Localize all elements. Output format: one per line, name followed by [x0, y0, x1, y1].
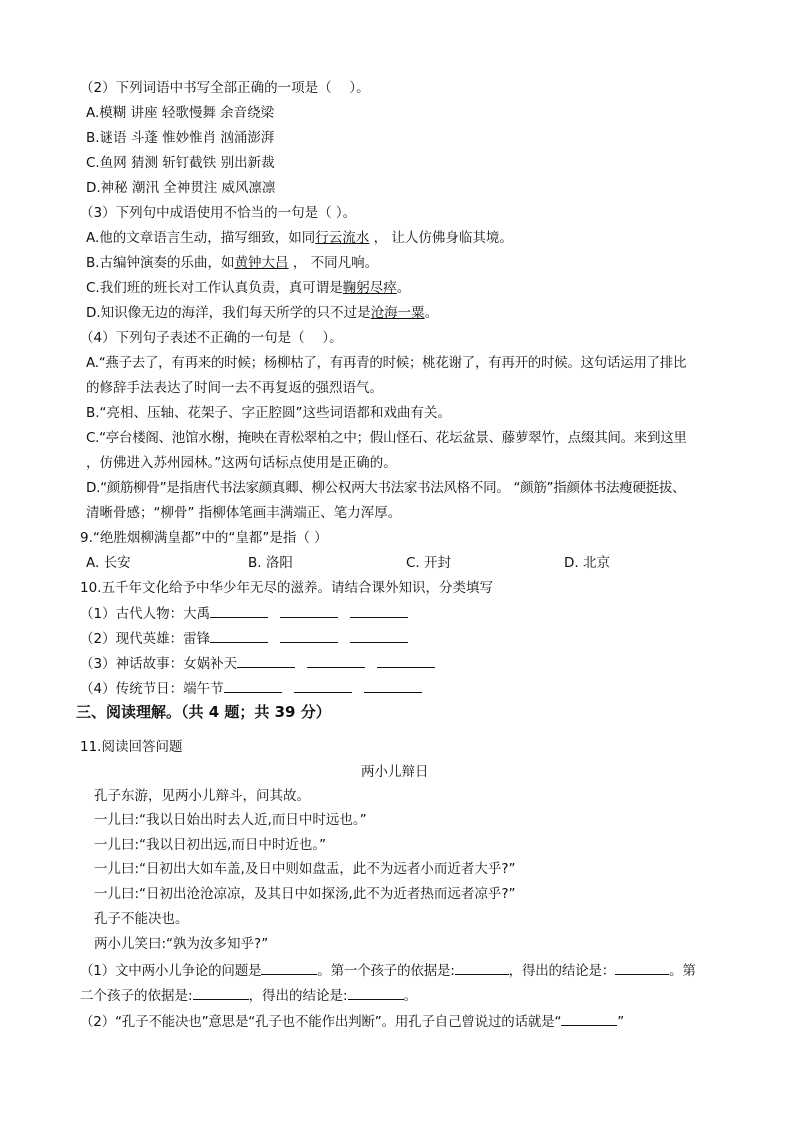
- q8-2-option-b: B.谜语 斗蓬 惟妙惟肖 汹涌澎湃: [86, 130, 275, 146]
- q9-option-a: A. 长安: [86, 555, 131, 571]
- q10-row-4-label: （4）传统节日：端午节: [80, 681, 224, 697]
- answer-blank[interactable]: [350, 629, 408, 643]
- q9-option-b: B. 洛阳: [248, 555, 293, 571]
- answer-blank[interactable]: [280, 604, 338, 618]
- q8-3-option-b-text: B.古编钟演奏的乐曲，如: [86, 255, 235, 271]
- q8-3-option-c-text: C.我们班的班长对工作认真负责，真可谓是: [86, 280, 343, 296]
- q8-3-option-a: [86, 229, 513, 247]
- q8-3-option-a-tail: ， 让人仿佛身临其境。: [369, 230, 513, 246]
- q8-2-option-c: C.鱼网 猜测 斩钉截铁 别出新裁: [86, 155, 275, 171]
- q10-stem: 10.五千年文化给予中华少年无尽的滋养。请结合课外知识，分类填写: [80, 580, 493, 596]
- q8-3-option-d-tail: 。: [424, 305, 439, 321]
- answer-blank[interactable]: [210, 604, 268, 618]
- answer-blank[interactable]: [350, 604, 408, 618]
- answer-blank[interactable]: [224, 679, 282, 693]
- q8-3-option-c-tail: 。: [396, 280, 411, 296]
- q11-sub-2: [80, 1012, 624, 1031]
- q11-sub-2-text: （2）“孔子不能决也”意思是“孔子也不能作出判断”。用孔子自己曾说过的话就是“: [80, 1014, 562, 1030]
- answer-blank[interactable]: [561, 1012, 617, 1026]
- q8-3-option-c: [86, 279, 410, 297]
- q8-2-option-a: A.模糊 讲座 轻歌慢舞 余音绕梁: [86, 105, 275, 121]
- answer-blank[interactable]: [455, 961, 509, 975]
- q10-row-1-label: （1）古代人物：大禹: [80, 606, 211, 622]
- passage-paragraph-5: 一儿曰:“日初出沧沧凉凉，及其日中如探汤,此不为近者热而远者凉乎?”: [94, 886, 516, 902]
- q8-4-option-d-line2: 清晰骨感；“柳骨” 指柳体笔画丰满端正、笔力浑厚。: [86, 505, 402, 521]
- q8-3-option-a-idiom: 行云流水: [315, 230, 370, 246]
- q8-3-option-b-tail: ， 不同凡响。: [288, 255, 379, 271]
- answer-blank[interactable]: [193, 986, 249, 1000]
- q8-4-option-a-line2: 的修辞手法表达了时间一去不再复返的强烈语气。: [86, 380, 383, 396]
- q8-4-option-a-line1: A.“燕子去了，有再来的时候；杨柳枯了，有再青的时候；桃花谢了，有再开的时候。这句话运用了排比: [86, 355, 687, 371]
- q8-4-option-c-line2: ，仿佛进入苏州园林。”这两句话标点使用是正确的。: [86, 455, 397, 471]
- q8-3-option-c-idiom: 鞠躬尽瘁: [342, 280, 397, 296]
- q8-3-option-b-idiom: 黄钟大吕: [234, 255, 289, 271]
- q11-sub-1-text: 。: [403, 988, 418, 1004]
- q8-4-option-c-line1: C.“亭台楼阁、池馆水榭，掩映在青松翠柏之中；假山怪石、花坛盆景、藤萝翠竹，点缀其间。来到这里: [86, 430, 687, 446]
- q11-sub-1-line1: [80, 961, 696, 980]
- q11-sub-2-text: ”: [617, 1014, 625, 1030]
- answer-blank[interactable]: [364, 679, 422, 693]
- q8-4-stem: （4）下列句子表述不正确的一句是（ ）。: [80, 330, 343, 346]
- q8-4-option-d-line1: D.“颜筋柳骨”是指唐代书法家颜真卿、柳公权两大书法家书法风格不同。 “颜筋”指颜体书法瘦硬挺拔、: [86, 480, 686, 496]
- passage-paragraph-7: 两小儿笑曰:“孰为汝多知乎?”: [94, 936, 269, 952]
- passage-title: 两小儿辩日: [361, 764, 429, 780]
- q8-4-option-b: B.“亮相、压轴、花架子、字正腔圆”这些词语都和戏曲有关。: [86, 405, 452, 421]
- answer-blank[interactable]: [280, 629, 338, 643]
- q9-stem: 9.“绝胜烟柳满皇都”中的“皇都”是指（ ）: [80, 530, 328, 546]
- answer-blank[interactable]: [294, 679, 352, 693]
- answer-blank[interactable]: [307, 654, 365, 668]
- q8-3-option-d-text: D.知识像无边的海洋，我们每天所学的只不过是: [86, 305, 371, 321]
- passage-paragraph-6: 孔子不能决也。: [94, 911, 189, 927]
- q9-option-d: D. 北京: [564, 555, 610, 571]
- passage-paragraph-2: 一儿曰:“我以日始出时去人近,而日中时远也。”: [94, 812, 367, 828]
- q8-2-stem: （2）下列词语中书写全部正确的一项是（ ）。: [80, 80, 370, 96]
- q8-3-option-d-idiom: 沧海一粟: [370, 305, 425, 321]
- q8-3-option-b: [86, 254, 378, 272]
- q9-option-c: C. 开封: [406, 555, 452, 571]
- q11-sub-1-text: （1）文中两小儿争论的问题是: [80, 963, 262, 979]
- answer-blank[interactable]: [348, 986, 404, 1000]
- q8-2-option-d: D.神秘 潮汛 全神贯注 威风凛凛: [86, 180, 276, 196]
- answer-blank[interactable]: [210, 629, 268, 643]
- q11-sub-1-text: ，得出的结论是：: [508, 963, 616, 979]
- q11-sub-1-text: 二个孩子的依据是:: [80, 988, 193, 1004]
- q8-3-option-d: [86, 304, 438, 322]
- q8-3-stem: （3）下列句中成语使用不恰当的一句是（ ）。: [80, 205, 357, 221]
- q10-row-3-label: （3）神话故事：女娲补天: [80, 656, 238, 672]
- q10-row-2: [80, 629, 408, 648]
- section-3-heading: 三、阅读理解。（共 4 题；共 39 分）: [76, 703, 331, 721]
- q11-stem: 11.阅读回答问题: [80, 739, 183, 755]
- q10-row-1: [80, 604, 408, 623]
- answer-blank[interactable]: [237, 654, 295, 668]
- q8-3-option-a-text: A.他的文章语言生动，描写细致，如同: [86, 230, 316, 246]
- q10-row-4: [80, 679, 422, 698]
- q11-sub-1-line2: [80, 986, 417, 1005]
- answer-blank[interactable]: [615, 961, 669, 975]
- answer-blank[interactable]: [377, 654, 435, 668]
- answer-blank[interactable]: [261, 961, 317, 975]
- q11-sub-1-text: 。第: [669, 963, 696, 979]
- passage-paragraph-3: 一儿曰:“我以日初出远,而日中时近也。”: [94, 837, 327, 853]
- q10-row-2-label: （2）现代英雄：雷锋: [80, 631, 211, 647]
- passage-paragraph-4: 一儿曰:“日初出大如车盖,及日中则如盘盂，此不为远者小而近者大乎?”: [94, 861, 516, 877]
- q11-sub-1-text: ，得出的结论是:: [248, 988, 348, 1004]
- q11-sub-1-text: 。第一个孩子的依据是:: [317, 963, 455, 979]
- q10-row-3: [80, 654, 435, 673]
- passage-paragraph-1: 孔子东游，见两小儿辩斗，问其故。: [94, 788, 310, 804]
